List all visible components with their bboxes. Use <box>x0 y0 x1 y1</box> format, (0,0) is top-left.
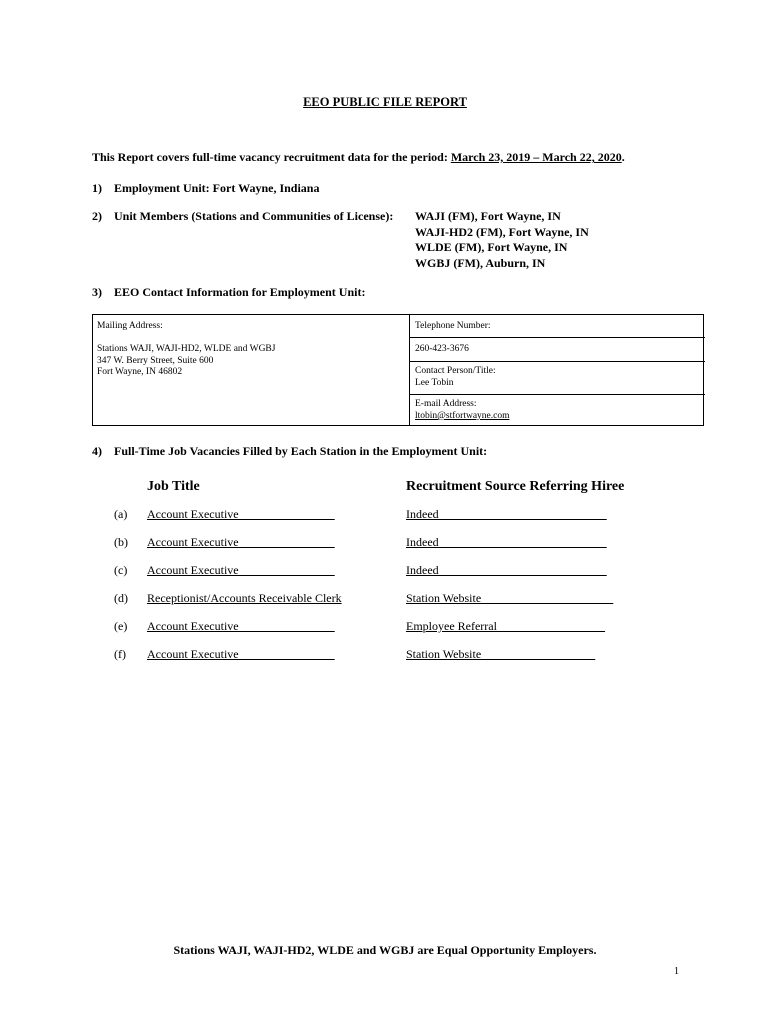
mailing-address-label: Mailing Address: <box>97 321 163 331</box>
member-item: WAJI-HD2 (FM), Fort Wayne, IN <box>415 224 589 239</box>
period-dates: March 23, 2019 – March 22, 2020 <box>450 150 622 164</box>
unit-members-list <box>415 209 589 271</box>
row-letter: (a) <box>114 507 128 521</box>
contact-person: Lee Tobin <box>415 378 454 388</box>
footer-statement: Stations WAJI, WAJI-HD2, WLDE and WGBJ are Equal Opportunity Employers. <box>173 943 597 957</box>
page-number: 1 <box>674 966 679 977</box>
section-1-number: 1) <box>92 181 102 195</box>
period-end: . <box>621 150 625 164</box>
eeo-contact-heading: EEO Contact Information for Employment Unit: <box>114 285 366 299</box>
row-divider <box>409 337 705 338</box>
recruitment-source: Station Website______________________ <box>406 591 614 605</box>
recruitment-source: Indeed____________________________ <box>406 507 607 521</box>
contact-info-table <box>92 314 704 426</box>
section-4-number: 4) <box>92 444 102 458</box>
column-divider <box>409 315 410 425</box>
job-title: Account Executive________________ <box>147 619 335 633</box>
row-divider <box>409 361 705 362</box>
mailing-line: Stations WAJI, WAJI-HD2, WLDE and WGBJ <box>97 344 276 354</box>
job-title: Account Executive________________ <box>147 535 335 549</box>
row-letter: (d) <box>114 591 128 605</box>
recruitment-source: Indeed____________________________ <box>406 563 607 577</box>
row-letter: (e) <box>114 619 128 633</box>
employment-unit: Employment Unit: Fort Wayne, Indiana <box>114 181 320 195</box>
recruitment-source: Employee Referral__________________ <box>406 619 605 633</box>
section-2-number: 2) <box>92 209 102 223</box>
period-statement <box>92 150 625 165</box>
row-letter: (b) <box>114 535 128 549</box>
job-title: Account Executive________________ <box>147 647 335 661</box>
row-letter: (f) <box>114 647 126 661</box>
mailing-address <box>97 344 275 379</box>
unit-members-label: Unit Members (Stations and Communities of License): <box>114 209 394 223</box>
vacancies-heading: Full-Time Job Vacancies Filled by Each Station in the Employment Unit: <box>114 444 488 458</box>
mailing-line: Fort Wayne, IN 46802 <box>97 367 183 377</box>
mailing-line: 347 W. Berry Street, Suite 600 <box>97 355 214 366</box>
member-item: WGBJ (FM), Auburn, IN <box>415 255 546 270</box>
row-divider <box>409 394 705 395</box>
recruitment-source: Station Website___________________ <box>406 647 596 661</box>
recruitment-source-header: Recruitment Source Referring Hiree <box>406 479 625 494</box>
contact-person-label: Contact Person/Title: <box>415 366 496 376</box>
email-label: E-mail Address: <box>415 399 477 409</box>
period-text: This Report covers full-time vacancy recruitment data for the period: <box>92 150 451 164</box>
email-link[interactable]: ltobin@stfortwayne.com <box>415 411 510 421</box>
job-title: Receptionist/Accounts Receivable Clerk <box>147 591 342 605</box>
member-item: WAJI (FM), Fort Wayne, IN <box>415 209 561 223</box>
member-item: WLDE (FM), Fort Wayne, IN <box>415 240 568 254</box>
section-3-number: 3) <box>92 285 102 299</box>
report-title: EEO PUBLIC FILE REPORT <box>303 95 467 109</box>
telephone-label: Telephone Number: <box>415 321 491 331</box>
job-title: Account Executive________________ <box>147 507 335 521</box>
job-title: Account Executive________________ <box>147 563 335 577</box>
job-title-header: Job Title <box>147 479 200 494</box>
telephone-number: 260-423-3676 <box>415 344 469 354</box>
recruitment-source: Indeed____________________________ <box>406 535 607 549</box>
row-letter: (c) <box>114 563 128 577</box>
